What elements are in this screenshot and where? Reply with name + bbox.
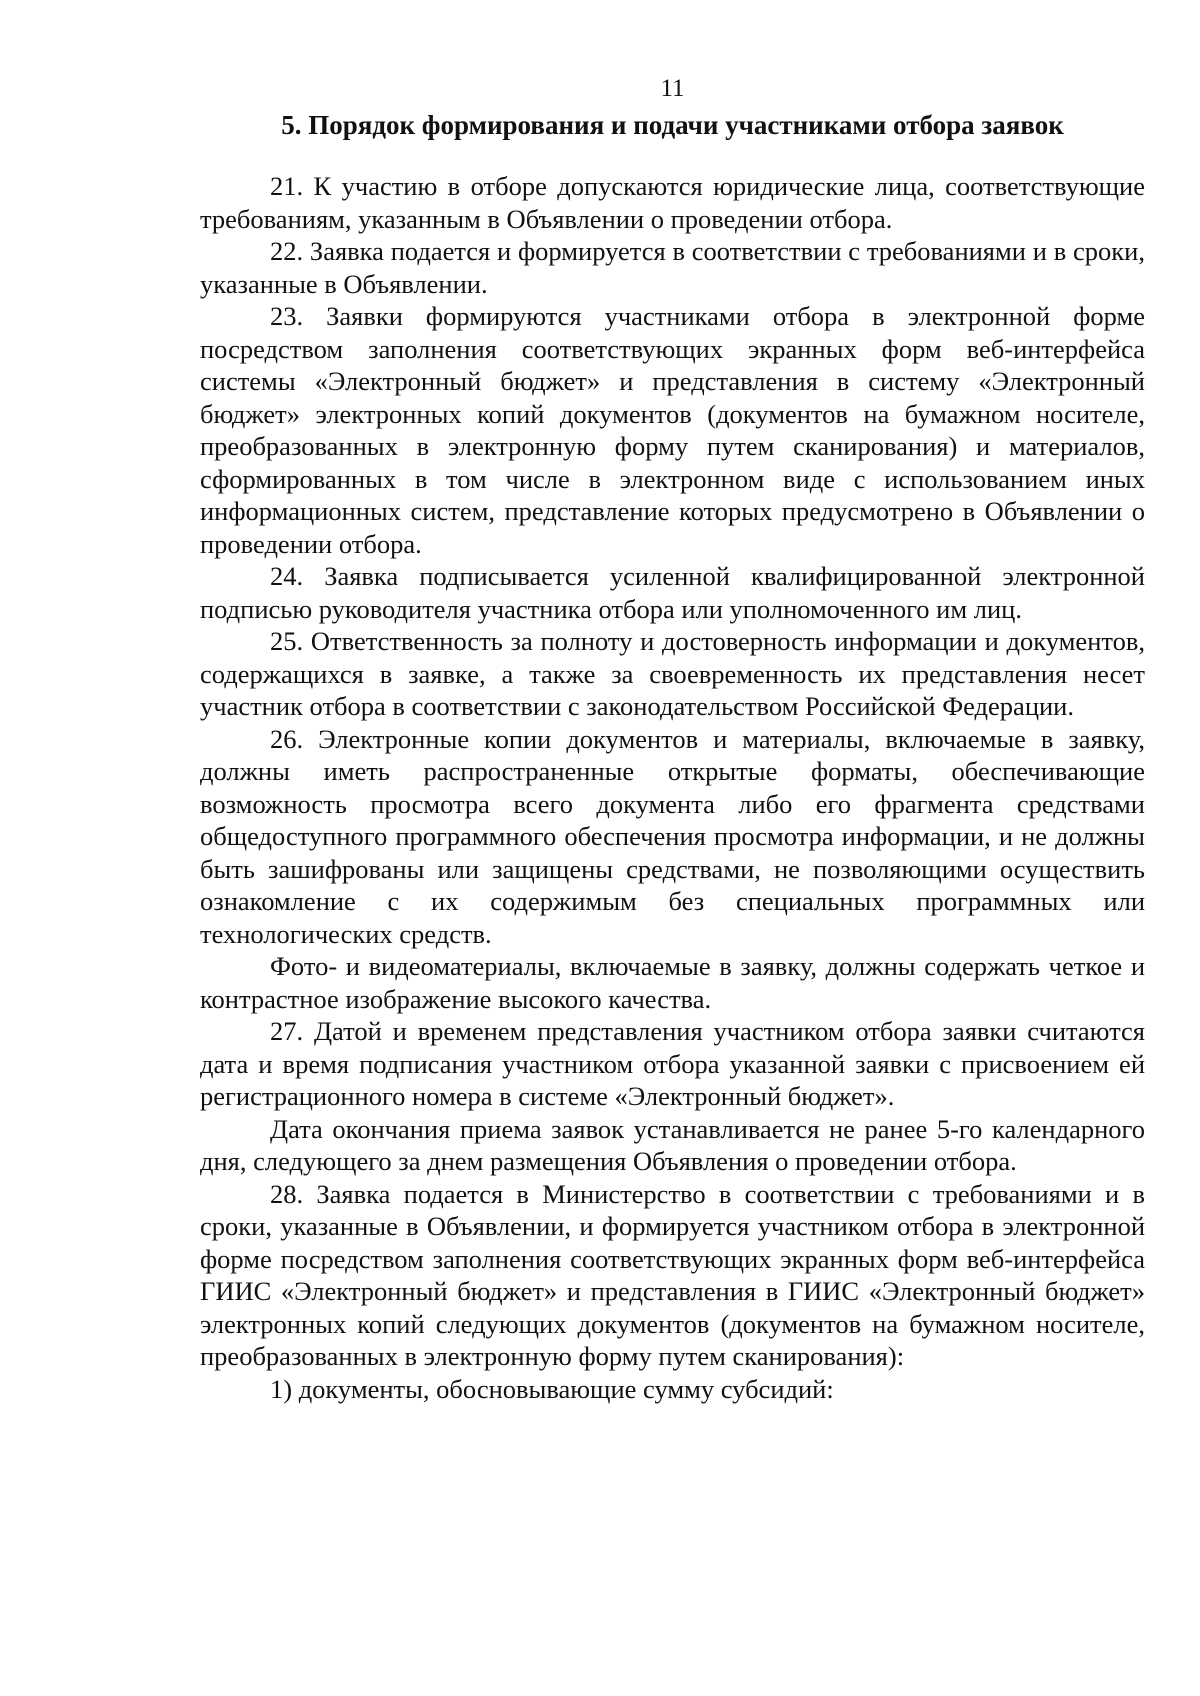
page-number: 11 xyxy=(660,75,685,102)
paragraph-26-photo-video: Фото- и видеоматериалы, включаемые в заявку, должны содержать четкое и контрастное изображение высокого качества. xyxy=(200,951,1145,1014)
paragraph-23: 23. Заявки формируются участниками отбора в электронной форме посредством заполнения соответствующих экранных форм веб-интерфейса системы «Электронный бюджет» и представления в систему «Электронный бюджет» электронных копий документов (документов на бумажном носителе, преобразованных в электронную форму путем сканирования) и материалов, сформированных в том числе в электронном виде с использованием иных информационных систем, представление которых предусмотрено в Объявлении о проведении отбора. xyxy=(200,301,1145,559)
section-title: 5. Порядок формирования и подачи участниками отбора заявок xyxy=(281,110,1064,140)
paragraph-24: 24. Заявка подписывается усиленной квалифицированной электронной подписью руководителя участника отбора или уполномоченного им лиц. xyxy=(200,561,1145,624)
paragraph-27-deadline: Дата окончания приема заявок устанавливается не ранее 5-го календарного дня, следующего за днем размещения Объявления о проведении отбора. xyxy=(200,1113,1145,1176)
paragraph-21: 21. К участию в отборе допускаются юридические лица, соответствующие требованиям, указанным в Объявлении о проведении отбора. xyxy=(200,171,1145,234)
document-body xyxy=(200,170,1145,1405)
paragraph-22: 22. Заявка подается и формируется в соответствии с требованиями и в сроки, указанные в Объявлении. xyxy=(200,236,1145,299)
paragraph-28-item-1: 1) документы, обосновывающие сумму субсидий: xyxy=(270,1373,834,1404)
paragraph-25: 25. Ответственность за полноту и достоверность информации и документов, содержащихся в заявке, а также за своевременность их представления несет участник отбора в соответствии с законодательством Российской Федерации. xyxy=(200,626,1145,721)
paragraph-26: 26. Электронные копии документов и материалы, включаемые в заявку, должны иметь распространенные открытые форматы, обеспечивающие возможность просмотра всего документа либо его фрагмента средствами общедоступного программного обеспечения просмотра информации, и не должны быть зашифрованы или защищены средствами, не позволяющими осуществить ознакомление с их содержимым без специальных программных или технологических средств. xyxy=(200,723,1145,949)
paragraph-28: 28. Заявка подается в Министерство в соответствии с требованиями и в сроки, указанные в Объявлении, и формируется участником отбора в электронной форме посредством заполнения соответствующих экранных форм веб-интерфейса ГИИС «Электронный бюджет» и представления в ГИИС «Электронный бюджет» электронных копий следующих документов (документов на бумажном носителе, преобразованных в электронную форму путем сканирования): xyxy=(200,1178,1145,1371)
paragraph-27: 27. Датой и временем представления участником отбора заявки считаются дата и время подписания участником отбора указанной заявки с присвоением ей регистрационного номера в системе «Электронный бюджет». xyxy=(200,1016,1145,1111)
